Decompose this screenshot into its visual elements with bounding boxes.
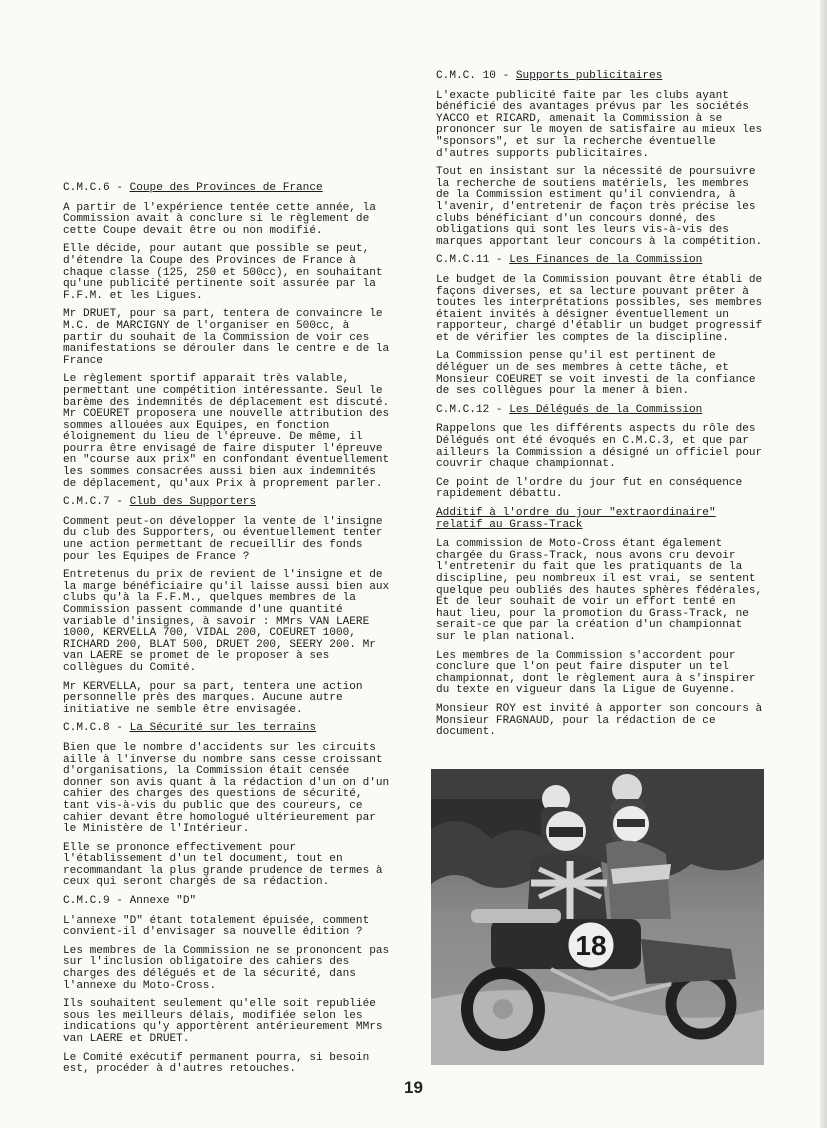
section-heading xyxy=(436,255,763,267)
section-paragraph: Mr KERVELLA, pour sa part, tentera une action personnelle près des marques. Aucune autre initiative ne semble être envisagée. xyxy=(63,680,363,716)
section-paragraph: Le Comité exécutif permanent pourra, si besoin est, procéder à d'autres retouches. xyxy=(63,1051,370,1076)
section-paragraph: Le règlement sportif apparait très valable, permettant une compétition intéressante. Seul le barème des indemnités de déplacement est discuté. Mr COEURET proposera une nouvelle attribution des sommes allouées aux Equipes, en fonction éloignement du lieu de l'épreuve. De même, il pourra être envisagé de faire disputer l'épreuve en "course aux prix" en confondant éventuellement les sommes consacrées aussi bien aux indemnités de déplacement, qu'aux Prix à proprement parler. xyxy=(63,373,390,490)
section-paragraph: Rappelons que les différents aspects du rôle des Délégués ont été évoqués en C.M.C.3, et que par ailleurs la Commission a désigné un officiel pour couvrir chaque championnat. xyxy=(436,423,763,471)
section-code: C.M.C.7 - xyxy=(63,496,130,509)
section-paragraph: Les membres de la Commission ne se prononcent pas sur l'inclusion obligatoire des cahiers des charges des délégués et de la sécurité, dans l'annexe du Moto-Cross. xyxy=(63,944,390,992)
left-column xyxy=(63,183,391,1083)
page-number: 19 xyxy=(404,1078,423,1097)
section-title: Les Finances de la Commission xyxy=(509,254,703,267)
section-heading xyxy=(63,723,391,735)
section-title: Additif à l'ordre du jour "extraordinaire" relatif au Grass-Track xyxy=(436,507,716,531)
section-heading xyxy=(436,508,763,531)
section-title: La Sécurité sur les terrains xyxy=(129,722,316,735)
section-paragraph: La Commission pense qu'il est pertinent de déléguer un de ses membres à cette tâche, et Monsieur COEURET se voit investi de la confiance de ses collègues pour la mener à bien. xyxy=(436,350,756,398)
section-paragraph: Les membres de la Commission s'accordent pour conclure que l'on peut faire disputer un tel championnat, dont le règlement aura à s'inspirer du texte en vigueur dans la Ligue de Guyenne. xyxy=(436,649,756,697)
section-heading xyxy=(63,896,391,908)
section-paragraph: Mr DRUET, pour sa part, tentera de convaincre le M.C. de MARCIGNY de l'organiser en 500cc, à partir du souhait de la Commission de voir ces manifestations se dérouler dans le centre e de la France xyxy=(63,308,390,367)
section-code: C.M.C.8 - xyxy=(63,722,130,735)
section-paragraph: Entretenus du prix de revient de l'insigne et de la marge bénéficiaire qu'il laisse aussi bien aux clubs qu'à la F.F.M., quelques membres de la Commission passent commande d'une quantité variable d'insignes, à savoir : MMrs VAN LAERE 1000, KERVELLA 700, VIDAL 200, COEURET 1000, RICHARD 200, BLAT 500, DRUET 200, SEERY 200. Mr van LAERE se promet de le proposer à ses collègues du Comité. xyxy=(63,569,390,674)
section-paragraph: Ils souhaitent seulement qu'elle soit republiée sous les meilleurs délais, modifiée selon les indications qu'y apportèrent antérieurement MMrs van LAERE et DRUET. xyxy=(63,998,383,1045)
section-title: Coupe des Provinces de France xyxy=(129,182,323,194)
section-paragraph: La commission de Moto-Cross étant également chargée du Grass-Track, nous avons cru devoir l'entretenir du fait que les pratiquants de la discipline, peu nombreux il est vrai, se sentent quelque peu oubliés des hautes sphères fédérales, Et de leur souhait de voir un effort tenté en haut lieu, pour la promotion du Grass-Track, ne serait-ce que par la création d'un championnat sur le plan national. xyxy=(436,538,763,643)
section-code: C.M.C. 10 - xyxy=(436,70,516,82)
section-title: Les Délégués de la Commission xyxy=(509,403,703,416)
section-paragraph: L'exacte publicité faite par les clubs ayant bénéficié des avantages prévus par les sociétés YACCO et RICARD, amenait la Commission à se prononcer sur le moyen de satisfaire au mieux les "sponsors", et sur la recherche éventuelle d'autres supports publicitaires. xyxy=(436,89,763,160)
section-code: C.M.C.6 - xyxy=(63,182,130,194)
right-column xyxy=(436,71,763,746)
photo-illustration xyxy=(431,769,764,1065)
section-paragraph: L'annexe "D" étant totalement épuisée, comment convient-il d'envisager sa nouvelle édition ? xyxy=(63,914,370,939)
section-heading xyxy=(436,71,763,83)
section-heading xyxy=(63,497,391,509)
section-code: C.M.C.12 - xyxy=(436,403,510,416)
section-paragraph: Elle décide, pour autant que possible se peut, d'étendre la Coupe des Provinces de France à chaque classe (125, 250 et 500cc), en souhaitant qu'une publicité pertinente soit assurée par la F.F.M. et les Ligues. xyxy=(63,243,383,302)
section-paragraph: Monsieur ROY est invité à apporter son concours à Monsieur FRAGNAUD, pour la rédaction de ce document. xyxy=(436,702,763,739)
page-edge xyxy=(820,0,827,1128)
race-number: 18 xyxy=(575,930,607,961)
section-paragraph: Bien que le nombre d'accidents sur les circuits aille à l'inverse du nombre sans cesse croissant d'organisations, la Commission était censée donner son avis quant à la rédaction d'un on d'un cahier des charges des questions de sécurité, tant vis-à-vis du public que des coureurs, ce cahier devant être homologué ultérieurement par le Ministère de l'Intérieur. xyxy=(63,741,390,836)
section-paragraph: Elle se prononce effectivement pour l'établissement d'un tel document, tout en recommandant la plus grande prudence de termes à ceux qui seront chargés de sa rédaction. xyxy=(63,841,383,889)
section-paragraph: Tout en insistant sur la nécessité de poursuivre la recherche de soutiens matériels, les membres de la Commission estiment qu'il conviendra, à l'avenir, d'entretenir de façon très précise les clubs bénéficiant d'un concours donné, des obligations qui sont les leurs vis-à-vis des marques apportant leur concours à la compétition. xyxy=(436,166,763,248)
section-paragraph: Ce point de l'ordre du jour fut en conséquence rapidement débattu. xyxy=(436,476,743,501)
section-heading xyxy=(436,405,763,417)
section-code: C.M.C.9 - xyxy=(63,895,130,908)
section-title: Annexe "D" xyxy=(129,895,197,908)
section-paragraph: A partir de l'expérience tentée cette année, la Commission avait à conclure si le règlement de cette Coupe devait être ou non modifié. xyxy=(63,201,376,237)
section-code: C.M.C.11 - xyxy=(436,254,510,267)
section-heading xyxy=(63,183,391,195)
section-title: Club des Supporters xyxy=(129,496,257,509)
sidecar-race-photo xyxy=(431,769,764,1065)
section-title: Supports publicitaires xyxy=(515,70,663,82)
section-paragraph: Le budget de la Commission pouvant être établi de façons diverses, et sa lecture pouvant prêter à toutes les interprétations possibles, ses membres étaient invités à désigner éventuellement un rapporteur, chargé d'établir un budget progressif et de vérifier les comptes de la discipline. xyxy=(436,273,763,344)
section-paragraph: Comment peut-on développer la vente de l'insigne du club des Supporters, ou éventuellement tenter une action permettant de recueillir des fonds pour les Equipes de France ? xyxy=(63,515,383,563)
